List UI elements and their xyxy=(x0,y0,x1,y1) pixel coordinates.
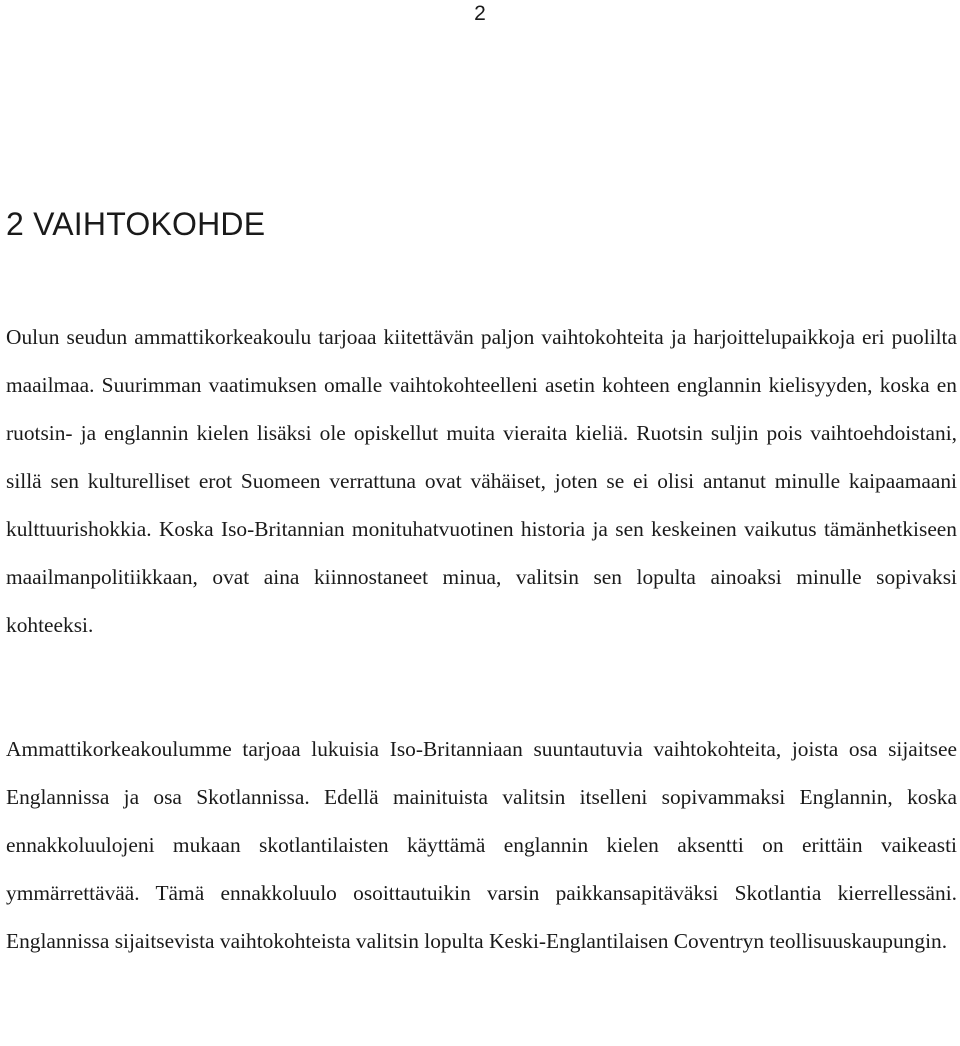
section-heading: 2 VAIHTOKOHDE xyxy=(6,206,266,242)
body-paragraph-2: Ammattikorkeakoulumme tarjoaa lukuisia Iso-Britanniaan suuntautuvia vaihtokohteita, joista osa sijaitsee Englannissa ja osa Skotlannissa. Edellä mainituista valitsin itselleni sopivammaksi Englannin, koska ennakkoluulojeni mukaan skotlantilaisten käyttämä englannin kielen aksentti on erittäin vaikeasti ymmärrettävää. Tämä ennakkoluulo osoittautuikin varsin paikkansapitäväksi Skotlantia kierrellessäni. Englannissa sijaitsevista vaihtokohteista valitsin lopulta Keski-Englantilaisen Coventryn teollisuuskaupungin. xyxy=(6,737,957,953)
page-number: 2 xyxy=(474,2,486,25)
body-paragraph-1: Oulun seudun ammattikorkeakoulu tarjoaa kiitettävän paljon vaihtokohteita ja harjoittelupaikkoja eri puolilta maailmaa. Suurimman vaatimuksen omalle vaihtokohteelleni asetin kohteen englannin kielisyyden, koska en ruotsin- ja englannin kielen lisäksi ole opiskellut muita vieraita kieliä. Ruotsin suljin pois vaihtoehdoistani, sillä sen kulturelliset erot Suomeen verrattuna ovat vähäiset, joten se ei olisi antanut minulle kaipaamaani kulttuurishokkia. Koska Iso-Britannian monituhatvuotinen historia ja sen keskeinen vaikutus tämänhetkiseen maailmanpolitiikkaan, ovat aina kiinnostaneet minua, valitsin sen lopulta ainoaksi minulle sopivaksi kohteeksi. xyxy=(6,325,957,637)
